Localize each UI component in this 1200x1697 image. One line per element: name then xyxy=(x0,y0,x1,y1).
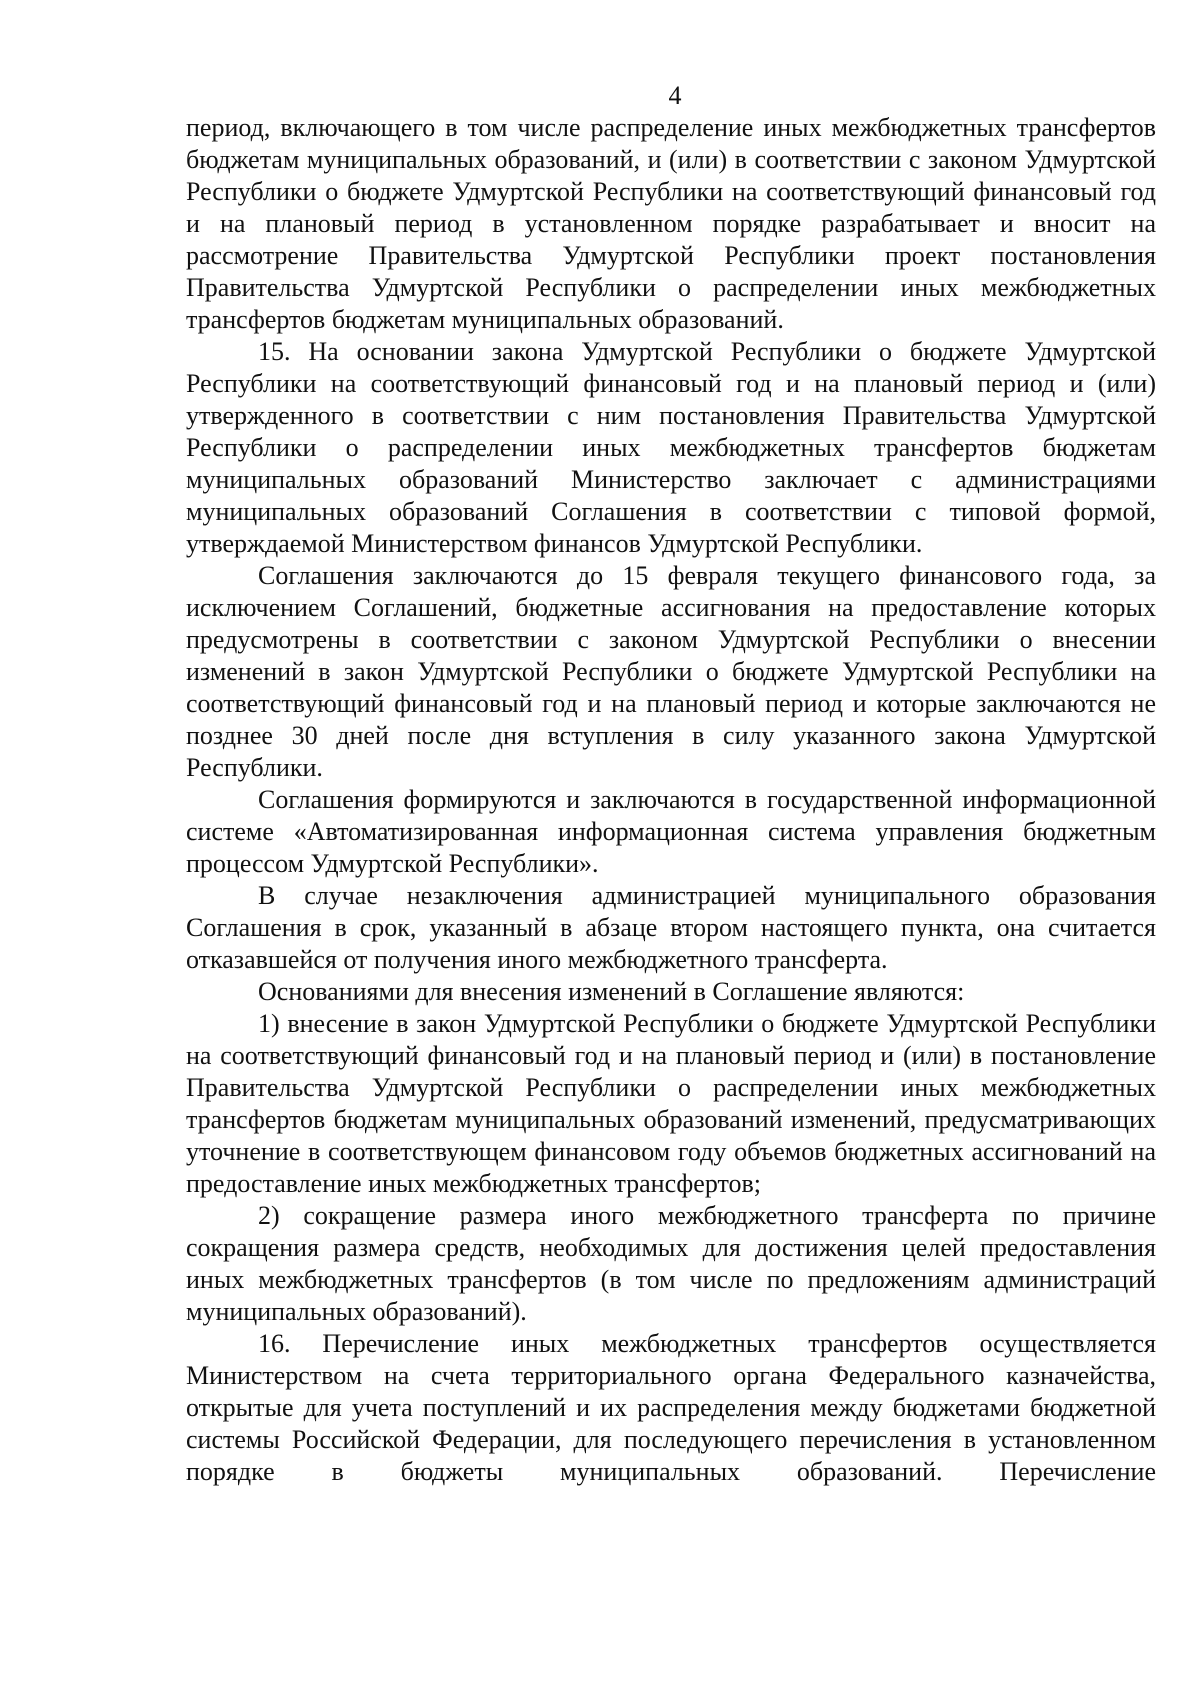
paragraph-ground-2: 2) сокращение размера иного межбюджетного трансферта по причине сокращения размера средств, необходимых для достижения целей предоставления иных межбюджетных трансфертов (в том числе по предложениям администраций муниципальных образований). xyxy=(186,1201,1156,1326)
paragraph-continuation: период, включающего в том числе распределение иных межбюджетных трансфертов бюджетам муниципальных образований, и (или) в соответствии с законом Удмуртской Республики о бюджете Удмуртской Республики на соответствующий финансовый год и на плановый период в установленном порядке разрабатывает и вносит на рассмотрение Правительства Удмуртской Республики проект постановления Правительства Удмуртской Республики о распределении иных межбюджетных трансфертов бюджетам муниципальных образований. xyxy=(186,113,1156,334)
page-number: 4 xyxy=(668,81,682,110)
paragraph-item-16: 16. Перечисление иных межбюджетных трансфертов осуществляется Министерством на счета территориального органа Федерального казначейства, открытые для учета поступлений и их распределения между бюджетами бюджетной системы Российской Федерации, для последующего перечисления в установленном порядке в бюджеты муниципальных образований. Перечисление xyxy=(186,1329,1156,1486)
paragraph-ground-1: 1) внесение в закон Удмуртской Республики о бюджете Удмуртской Республики на соответствующий финансовый год и на плановый период и (или) в постановление Правительства Удмуртской Республики о распределении иных межбюджетных трансфертов бюджетам муниципальных образований изменений, предусматривающих уточнение в соответствующем финансовом году объемов бюджетных ассигнований на предоставление иных межбюджетных трансфертов; xyxy=(186,1009,1156,1198)
paragraph-grounds-for-changes: Основаниями для внесения изменений в Соглашение являются: xyxy=(258,977,965,1006)
paragraph-agreements-system: Соглашения формируются и заключаются в государственной информационной системе «Автоматизированная информационная система управления бюджетным процессом Удмуртской Республики». xyxy=(186,785,1156,878)
paragraph-non-conclusion: В случае незаключения администрацией муниципального образования Соглашения в срок, указанный в абзаце втором настоящего пункта, она считается отказавшейся от получения иного межбюджетного трансферта. xyxy=(186,881,1156,974)
paragraph-item-15: 15. На основании закона Удмуртской Республики о бюджете Удмуртской Республики на соответствующий финансовый год и на плановый период и (или) утвержденного в соответствии с ним постановления Правительства Удмуртской Республики о распределении иных межбюджетных трансфертов бюджетам муниципальных образований Министерство заключает с администрациями муниципальных образований Соглашения в соответствии с типовой формой, утверждаемой Министерством финансов Удмуртской Республики. xyxy=(186,337,1156,558)
paragraph-agreements-deadline: Соглашения заключаются до 15 февраля текущего финансового года, за исключением Соглашений, бюджетные ассигнования на предоставление которых предусмотрены в соответствии с законом Удмуртской Республики о внесении изменений в закон Удмуртской Республики о бюджете Удмуртской Республики на соответствующий финансовый год и на плановый период и которые заключаются не позднее 30 дней после дня вступления в силу указанного закона Удмуртской Республики. xyxy=(186,561,1156,782)
document-page xyxy=(186,80,1156,1488)
